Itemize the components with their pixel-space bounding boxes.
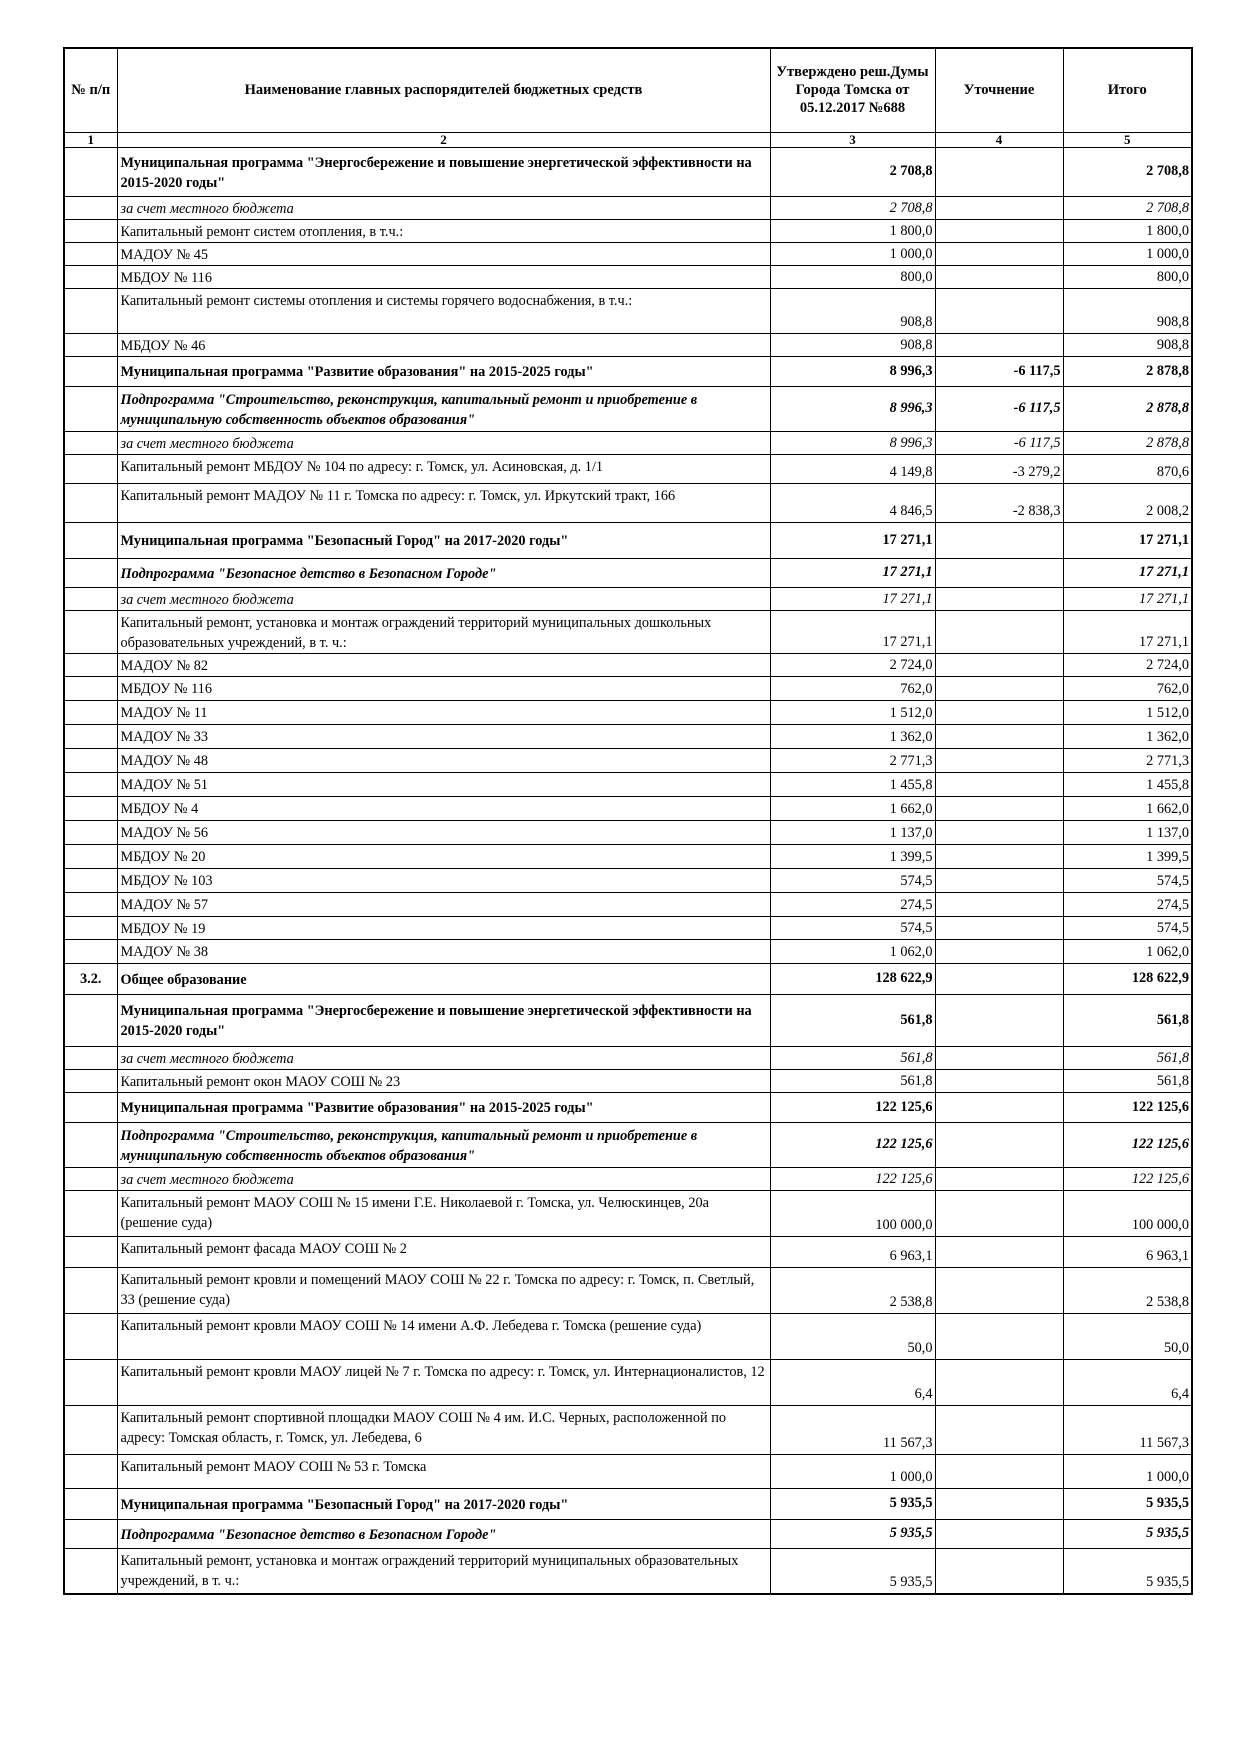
row-change-cell bbox=[935, 558, 1063, 587]
row-name-cell: Муниципальная программа "Энергосбережение и повышение энергетической эффективности на 2015-2020 годы" bbox=[117, 147, 770, 196]
table-row bbox=[64, 748, 1192, 772]
row-total-cell: 5 935,5 bbox=[1063, 1488, 1192, 1519]
budget-table bbox=[63, 47, 1193, 1595]
row-approved-cell: 8 996,3 bbox=[770, 431, 935, 454]
row-number-cell bbox=[64, 1236, 117, 1267]
row-name-cell: Подпрограмма "Строительство, реконструкция, капитальный ремонт и приобретение в муниципальную собственность объектов образования" bbox=[117, 386, 770, 431]
row-number-cell bbox=[64, 147, 117, 196]
row-number-cell bbox=[64, 939, 117, 963]
row-name-cell: Капитальный ремонт МАОУ СОШ № 15 имени Г.Е. Николаевой г. Томска, ул. Челюскинцев, 20а (решение суда) bbox=[117, 1190, 770, 1236]
row-total-cell: 1 000,0 bbox=[1063, 1454, 1192, 1488]
table-row bbox=[64, 1236, 1192, 1267]
table-row bbox=[64, 1454, 1192, 1488]
table-row bbox=[64, 1405, 1192, 1454]
table-row bbox=[64, 386, 1192, 431]
column-number-5: 5 bbox=[1063, 132, 1192, 147]
column-number-3: 3 bbox=[770, 132, 935, 147]
row-number-cell bbox=[64, 1405, 117, 1454]
row-approved-cell: 1 662,0 bbox=[770, 796, 935, 820]
row-number-cell bbox=[64, 587, 117, 610]
row-change-cell bbox=[935, 1069, 1063, 1092]
row-name-cell: Капитальный ремонт кровли МАОУ лицей № 7 г. Томска по адресу: г. Томск, ул. Интернационалистов, 12 bbox=[117, 1359, 770, 1405]
row-total-cell: 2 878,8 bbox=[1063, 431, 1192, 454]
row-change-cell bbox=[935, 1359, 1063, 1405]
row-number-cell bbox=[64, 1313, 117, 1359]
row-total-cell: 561,8 bbox=[1063, 994, 1192, 1046]
row-change-cell bbox=[935, 892, 1063, 916]
row-number-cell bbox=[64, 1519, 117, 1548]
row-name-cell: за счет местного бюджета bbox=[117, 1167, 770, 1190]
row-total-cell: 122 125,6 bbox=[1063, 1122, 1192, 1167]
table-row bbox=[64, 653, 1192, 676]
row-change-cell bbox=[935, 939, 1063, 963]
table-row bbox=[64, 147, 1192, 196]
row-change-cell: -3 279,2 bbox=[935, 454, 1063, 483]
row-number-cell bbox=[64, 483, 117, 522]
row-number-cell bbox=[64, 1267, 117, 1313]
row-approved-cell: 1 000,0 bbox=[770, 1454, 935, 1488]
table-row bbox=[64, 587, 1192, 610]
row-approved-cell: 5 935,5 bbox=[770, 1488, 935, 1519]
row-name-cell: за счет местного бюджета bbox=[117, 587, 770, 610]
row-change-cell: -6 117,5 bbox=[935, 386, 1063, 431]
row-change-cell bbox=[935, 748, 1063, 772]
table-row bbox=[64, 558, 1192, 587]
table-row bbox=[64, 939, 1192, 963]
row-total-cell: 100 000,0 bbox=[1063, 1190, 1192, 1236]
row-total-cell: 1 062,0 bbox=[1063, 939, 1192, 963]
row-total-cell: 762,0 bbox=[1063, 676, 1192, 700]
row-number-cell bbox=[64, 522, 117, 558]
row-total-cell: 1 512,0 bbox=[1063, 700, 1192, 724]
row-change-cell bbox=[935, 1236, 1063, 1267]
row-name-cell: Капитальный ремонт кровли МАОУ СОШ № 14 имени А.Ф. Лебедева г. Томска (решение суда) bbox=[117, 1313, 770, 1359]
row-total-cell: 2 878,8 bbox=[1063, 386, 1192, 431]
column-number-2: 2 bbox=[117, 132, 770, 147]
row-name-cell: Муниципальная программа "Энергосбережение и повышение энергетической эффективности на 2015-2020 годы" bbox=[117, 994, 770, 1046]
row-approved-cell: 128 622,9 bbox=[770, 963, 935, 994]
row-total-cell: 2 878,8 bbox=[1063, 356, 1192, 386]
row-name-cell: МАДОУ № 33 bbox=[117, 724, 770, 748]
header-col-number: № п/п bbox=[64, 48, 117, 132]
row-name-cell: МБДОУ № 4 bbox=[117, 796, 770, 820]
row-name-cell: МБДОУ № 116 bbox=[117, 265, 770, 288]
row-approved-cell: 908,8 bbox=[770, 288, 935, 333]
row-name-cell: МБДОУ № 19 bbox=[117, 916, 770, 939]
row-change-cell bbox=[935, 1313, 1063, 1359]
row-name-cell: за счет местного бюджета bbox=[117, 1046, 770, 1069]
header-col-total: Итого bbox=[1063, 48, 1192, 132]
row-number-cell bbox=[64, 748, 117, 772]
row-total-cell: 50,0 bbox=[1063, 1313, 1192, 1359]
row-total-cell: 17 271,1 bbox=[1063, 610, 1192, 653]
row-name-cell: Подпрограмма "Строительство, реконструкция, капитальный ремонт и приобретение в муниципальную собственность объектов образования" bbox=[117, 1122, 770, 1167]
row-number-cell bbox=[64, 1454, 117, 1488]
row-name-cell: Капитальный ремонт кровли и помещений МАОУ СОШ № 22 г. Томска по адресу: г. Томск, п. Светлый, 33 (решение суда) bbox=[117, 1267, 770, 1313]
row-total-cell: 908,8 bbox=[1063, 333, 1192, 356]
table-row bbox=[64, 676, 1192, 700]
row-total-cell: 6,4 bbox=[1063, 1359, 1192, 1405]
row-number-cell bbox=[64, 700, 117, 724]
row-change-cell bbox=[935, 1267, 1063, 1313]
row-number-cell bbox=[64, 1092, 117, 1122]
row-total-cell: 2 771,3 bbox=[1063, 748, 1192, 772]
row-number-cell bbox=[64, 288, 117, 333]
row-approved-cell: 6 963,1 bbox=[770, 1236, 935, 1267]
row-change-cell bbox=[935, 333, 1063, 356]
table-row bbox=[64, 916, 1192, 939]
row-name-cell: Капитальный ремонт спортивной площадки МАОУ СОШ № 4 им. И.С. Черных, расположенной по адресу: Томская область, г. Томск, ул. Лебедева, 6 bbox=[117, 1405, 770, 1454]
row-total-cell: 6 963,1 bbox=[1063, 1236, 1192, 1267]
row-change-cell bbox=[935, 219, 1063, 242]
row-name-cell: МБДОУ № 116 bbox=[117, 676, 770, 700]
row-name-cell: МАДОУ № 11 bbox=[117, 700, 770, 724]
row-approved-cell: 2 708,8 bbox=[770, 196, 935, 219]
row-total-cell: 800,0 bbox=[1063, 265, 1192, 288]
row-number-cell bbox=[64, 454, 117, 483]
row-approved-cell: 1 800,0 bbox=[770, 219, 935, 242]
row-total-cell: 122 125,6 bbox=[1063, 1167, 1192, 1190]
table-row bbox=[64, 1548, 1192, 1594]
row-change-cell bbox=[935, 1046, 1063, 1069]
table-body bbox=[64, 147, 1192, 1594]
table-row bbox=[64, 1046, 1192, 1069]
row-total-cell: 561,8 bbox=[1063, 1046, 1192, 1069]
row-name-cell: за счет местного бюджета bbox=[117, 431, 770, 454]
row-total-cell: 1 137,0 bbox=[1063, 820, 1192, 844]
row-approved-cell: 2 708,8 bbox=[770, 147, 935, 196]
row-approved-cell: 561,8 bbox=[770, 1046, 935, 1069]
row-approved-cell: 1 399,5 bbox=[770, 844, 935, 868]
row-number-cell bbox=[64, 265, 117, 288]
row-approved-cell: 8 996,3 bbox=[770, 386, 935, 431]
row-name-cell: Капитальный ремонт систем отопления, в т.ч.: bbox=[117, 219, 770, 242]
row-change-cell bbox=[935, 820, 1063, 844]
row-total-cell: 1 362,0 bbox=[1063, 724, 1192, 748]
row-name-cell: Капитальный ремонт МАОУ СОШ № 53 г. Томска bbox=[117, 1454, 770, 1488]
row-approved-cell: 17 271,1 bbox=[770, 558, 935, 587]
row-total-cell: 274,5 bbox=[1063, 892, 1192, 916]
column-number-1: 1 bbox=[64, 132, 117, 147]
row-approved-cell: 17 271,1 bbox=[770, 610, 935, 653]
row-approved-cell: 1 362,0 bbox=[770, 724, 935, 748]
row-number-cell bbox=[64, 431, 117, 454]
table-row bbox=[64, 431, 1192, 454]
row-total-cell: 128 622,9 bbox=[1063, 963, 1192, 994]
table-row bbox=[64, 844, 1192, 868]
row-total-cell: 561,8 bbox=[1063, 1069, 1192, 1092]
row-change-cell bbox=[935, 242, 1063, 265]
row-number-cell bbox=[64, 772, 117, 796]
header-col-name: Наименование главных распорядителей бюджетных средств bbox=[117, 48, 770, 132]
row-name-cell: МАДОУ № 38 bbox=[117, 939, 770, 963]
row-change-cell bbox=[935, 1454, 1063, 1488]
row-change-cell bbox=[935, 1488, 1063, 1519]
table-row bbox=[64, 454, 1192, 483]
row-total-cell: 1 455,8 bbox=[1063, 772, 1192, 796]
row-number-cell bbox=[64, 820, 117, 844]
row-number-cell bbox=[64, 653, 117, 676]
row-total-cell: 2 724,0 bbox=[1063, 653, 1192, 676]
row-change-cell bbox=[935, 1190, 1063, 1236]
row-approved-cell: 5 935,5 bbox=[770, 1548, 935, 1594]
row-change-cell bbox=[935, 844, 1063, 868]
row-name-cell: Подпрограмма "Безопасное детство в Безопасном Городе" bbox=[117, 1519, 770, 1548]
row-change-cell bbox=[935, 1092, 1063, 1122]
row-change-cell bbox=[935, 796, 1063, 820]
table-row bbox=[64, 868, 1192, 892]
row-change-cell bbox=[935, 676, 1063, 700]
header-col-change: Уточнение bbox=[935, 48, 1063, 132]
row-number-cell bbox=[64, 219, 117, 242]
row-number-cell bbox=[64, 796, 117, 820]
row-change-cell: -2 838,3 bbox=[935, 483, 1063, 522]
row-change-cell bbox=[935, 653, 1063, 676]
table-row bbox=[64, 1092, 1192, 1122]
row-name-cell: МАДОУ № 57 bbox=[117, 892, 770, 916]
table-row bbox=[64, 522, 1192, 558]
row-number-cell: 3.2. bbox=[64, 963, 117, 994]
row-change-cell bbox=[935, 610, 1063, 653]
row-approved-cell: 561,8 bbox=[770, 1069, 935, 1092]
row-change-cell bbox=[935, 522, 1063, 558]
row-name-cell: Капитальный ремонт, установка и монтаж ограждений территорий муниципальных дошкольных образовательных учреждений, в т. ч.: bbox=[117, 610, 770, 653]
table-row bbox=[64, 483, 1192, 522]
row-number-cell bbox=[64, 994, 117, 1046]
table-row bbox=[64, 219, 1192, 242]
row-total-cell: 1 399,5 bbox=[1063, 844, 1192, 868]
row-approved-cell: 2 724,0 bbox=[770, 653, 935, 676]
table-row bbox=[64, 1359, 1192, 1405]
row-total-cell: 1 662,0 bbox=[1063, 796, 1192, 820]
row-total-cell: 2 008,2 bbox=[1063, 483, 1192, 522]
row-name-cell: Капитальный ремонт окон МАОУ СОШ № 23 bbox=[117, 1069, 770, 1092]
row-total-cell: 2 708,8 bbox=[1063, 196, 1192, 219]
row-total-cell: 2 708,8 bbox=[1063, 147, 1192, 196]
table-row bbox=[64, 1069, 1192, 1092]
row-total-cell: 574,5 bbox=[1063, 868, 1192, 892]
row-name-cell: МАДОУ № 51 bbox=[117, 772, 770, 796]
row-number-cell bbox=[64, 1069, 117, 1092]
row-approved-cell: 6,4 bbox=[770, 1359, 935, 1405]
table-row bbox=[64, 1313, 1192, 1359]
row-total-cell: 11 567,3 bbox=[1063, 1405, 1192, 1454]
row-name-cell: Муниципальная программа "Безопасный Город" на 2017-2020 годы" bbox=[117, 522, 770, 558]
table-row bbox=[64, 1267, 1192, 1313]
row-total-cell: 908,8 bbox=[1063, 288, 1192, 333]
table-row bbox=[64, 196, 1192, 219]
row-name-cell: МБДОУ № 20 bbox=[117, 844, 770, 868]
row-approved-cell: 574,5 bbox=[770, 916, 935, 939]
table-row bbox=[64, 772, 1192, 796]
row-name-cell: Муниципальная программа "Развитие образования" на 2015-2025 годы" bbox=[117, 356, 770, 386]
row-number-cell bbox=[64, 1167, 117, 1190]
row-approved-cell: 4 149,8 bbox=[770, 454, 935, 483]
row-approved-cell: 274,5 bbox=[770, 892, 935, 916]
row-change-cell bbox=[935, 1519, 1063, 1548]
row-name-cell: Муниципальная программа "Развитие образования" на 2015-2025 годы" bbox=[117, 1092, 770, 1122]
column-number-4: 4 bbox=[935, 132, 1063, 147]
table-row bbox=[64, 820, 1192, 844]
row-change-cell bbox=[935, 265, 1063, 288]
row-change-cell bbox=[935, 772, 1063, 796]
table-row bbox=[64, 1519, 1192, 1548]
row-name-cell: Капитальный ремонт МБДОУ № 104 по адресу: г. Томск, ул. Асиновская, д. 1/1 bbox=[117, 454, 770, 483]
row-change-cell bbox=[935, 868, 1063, 892]
row-name-cell: за счет местного бюджета bbox=[117, 196, 770, 219]
row-number-cell bbox=[64, 844, 117, 868]
row-total-cell: 1 800,0 bbox=[1063, 219, 1192, 242]
row-name-cell: Подпрограмма "Безопасное детство в Безопасном Городе" bbox=[117, 558, 770, 587]
row-total-cell: 122 125,6 bbox=[1063, 1092, 1192, 1122]
table-row bbox=[64, 265, 1192, 288]
table-row bbox=[64, 356, 1192, 386]
row-approved-cell: 1 455,8 bbox=[770, 772, 935, 796]
table-row bbox=[64, 288, 1192, 333]
row-number-cell bbox=[64, 868, 117, 892]
row-approved-cell: 1 512,0 bbox=[770, 700, 935, 724]
row-total-cell: 1 000,0 bbox=[1063, 242, 1192, 265]
row-approved-cell: 4 846,5 bbox=[770, 483, 935, 522]
row-approved-cell: 800,0 bbox=[770, 265, 935, 288]
row-approved-cell: 1 137,0 bbox=[770, 820, 935, 844]
row-name-cell: Общее образование bbox=[117, 963, 770, 994]
row-change-cell bbox=[935, 700, 1063, 724]
row-number-cell bbox=[64, 356, 117, 386]
row-approved-cell: 50,0 bbox=[770, 1313, 935, 1359]
row-approved-cell: 908,8 bbox=[770, 333, 935, 356]
table-row bbox=[64, 796, 1192, 820]
row-approved-cell: 2 538,8 bbox=[770, 1267, 935, 1313]
table-row bbox=[64, 994, 1192, 1046]
row-change-cell bbox=[935, 994, 1063, 1046]
row-approved-cell: 17 271,1 bbox=[770, 522, 935, 558]
row-total-cell: 5 935,5 bbox=[1063, 1548, 1192, 1594]
row-approved-cell: 11 567,3 bbox=[770, 1405, 935, 1454]
table-row bbox=[64, 892, 1192, 916]
table-row bbox=[64, 333, 1192, 356]
row-change-cell bbox=[935, 1167, 1063, 1190]
row-name-cell: МАДОУ № 82 bbox=[117, 653, 770, 676]
row-number-cell bbox=[64, 1190, 117, 1236]
row-change-cell bbox=[935, 196, 1063, 219]
row-approved-cell: 1 000,0 bbox=[770, 242, 935, 265]
table-row bbox=[64, 1488, 1192, 1519]
table-row bbox=[64, 610, 1192, 653]
row-name-cell: МБДОУ № 46 bbox=[117, 333, 770, 356]
row-number-cell bbox=[64, 1122, 117, 1167]
row-number-cell bbox=[64, 1046, 117, 1069]
row-change-cell bbox=[935, 963, 1063, 994]
table-row bbox=[64, 963, 1192, 994]
row-approved-cell: 574,5 bbox=[770, 868, 935, 892]
row-approved-cell: 5 935,5 bbox=[770, 1519, 935, 1548]
header-col-approved: Утверждено реш.Думы Города Томска от 05.12.2017 №688 bbox=[770, 48, 935, 132]
row-change-cell bbox=[935, 724, 1063, 748]
row-change-cell bbox=[935, 587, 1063, 610]
row-approved-cell: 17 271,1 bbox=[770, 587, 935, 610]
row-number-cell bbox=[64, 676, 117, 700]
row-approved-cell: 100 000,0 bbox=[770, 1190, 935, 1236]
table-row bbox=[64, 1122, 1192, 1167]
row-name-cell: Капитальный ремонт МАДОУ № 11 г. Томска по адресу: г. Томск, ул. Иркутский тракт, 166 bbox=[117, 483, 770, 522]
row-approved-cell: 8 996,3 bbox=[770, 356, 935, 386]
row-number-cell bbox=[64, 196, 117, 219]
row-change-cell bbox=[935, 1405, 1063, 1454]
row-approved-cell: 122 125,6 bbox=[770, 1122, 935, 1167]
row-number-cell bbox=[64, 1359, 117, 1405]
row-number-cell bbox=[64, 242, 117, 265]
row-approved-cell: 561,8 bbox=[770, 994, 935, 1046]
row-name-cell: Капитальный ремонт, установка и монтаж ограждений территорий муниципальных образовательных учреждений, в т. ч.: bbox=[117, 1548, 770, 1594]
row-approved-cell: 122 125,6 bbox=[770, 1092, 935, 1122]
row-total-cell: 574,5 bbox=[1063, 916, 1192, 939]
row-change-cell bbox=[935, 1122, 1063, 1167]
row-number-cell bbox=[64, 386, 117, 431]
row-change-cell bbox=[935, 1548, 1063, 1594]
row-name-cell: Муниципальная программа "Безопасный Город" на 2017-2020 годы" bbox=[117, 1488, 770, 1519]
row-total-cell: 17 271,1 bbox=[1063, 558, 1192, 587]
row-change-cell: -6 117,5 bbox=[935, 356, 1063, 386]
row-number-cell bbox=[64, 610, 117, 653]
row-change-cell: -6 117,5 bbox=[935, 431, 1063, 454]
row-approved-cell: 122 125,6 bbox=[770, 1167, 935, 1190]
row-name-cell: МБДОУ № 103 bbox=[117, 868, 770, 892]
row-number-cell bbox=[64, 1488, 117, 1519]
row-approved-cell: 2 771,3 bbox=[770, 748, 935, 772]
row-total-cell: 17 271,1 bbox=[1063, 522, 1192, 558]
row-change-cell bbox=[935, 916, 1063, 939]
row-approved-cell: 762,0 bbox=[770, 676, 935, 700]
row-total-cell: 2 538,8 bbox=[1063, 1267, 1192, 1313]
row-total-cell: 5 935,5 bbox=[1063, 1519, 1192, 1548]
row-change-cell bbox=[935, 288, 1063, 333]
row-name-cell: МАДОУ № 45 bbox=[117, 242, 770, 265]
row-number-cell bbox=[64, 333, 117, 356]
table-row bbox=[64, 1190, 1192, 1236]
row-total-cell: 17 271,1 bbox=[1063, 587, 1192, 610]
row-change-cell bbox=[935, 147, 1063, 196]
row-number-cell bbox=[64, 558, 117, 587]
row-approved-cell: 1 062,0 bbox=[770, 939, 935, 963]
row-name-cell: МАДОУ № 48 bbox=[117, 748, 770, 772]
table-row bbox=[64, 242, 1192, 265]
row-name-cell: Капитальный ремонт фасада МАОУ СОШ № 2 bbox=[117, 1236, 770, 1267]
table-row bbox=[64, 700, 1192, 724]
table-row bbox=[64, 724, 1192, 748]
row-name-cell: Капитальный ремонт системы отопления и системы горячего водоснабжения, в т.ч.: bbox=[117, 288, 770, 333]
row-number-cell bbox=[64, 724, 117, 748]
row-number-cell bbox=[64, 1548, 117, 1594]
row-number-cell bbox=[64, 892, 117, 916]
row-number-cell bbox=[64, 916, 117, 939]
table-row bbox=[64, 1167, 1192, 1190]
row-total-cell: 870,6 bbox=[1063, 454, 1192, 483]
row-name-cell: МАДОУ № 56 bbox=[117, 820, 770, 844]
